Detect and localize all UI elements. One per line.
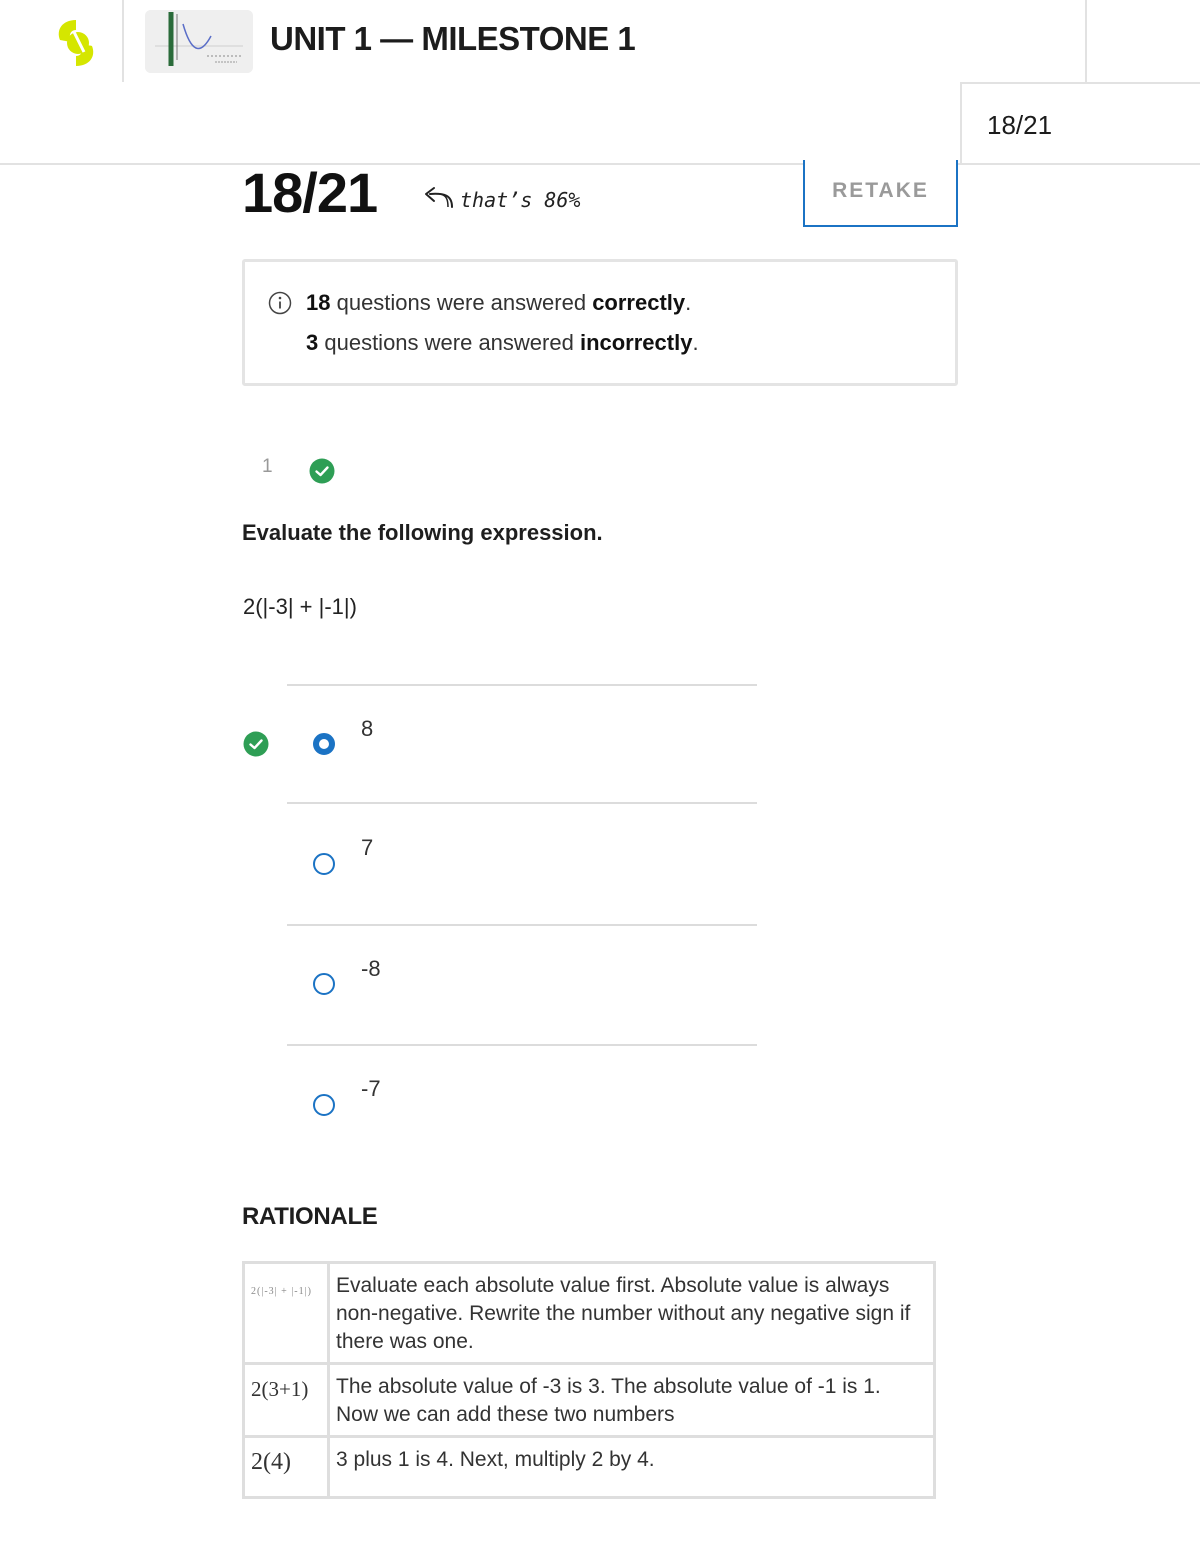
option-divider: [287, 802, 757, 804]
option-radio-4[interactable]: [313, 1094, 335, 1116]
rationale-step: 2(3+1): [244, 1364, 329, 1437]
table-row: [244, 1263, 935, 1364]
results-summary: [242, 259, 958, 386]
summary-incorrect-line: 3 questions were answered incorrectly.: [306, 330, 699, 355]
rationale-step: 2(4): [244, 1437, 329, 1498]
option-label-4: -7: [361, 1076, 381, 1101]
table-row: [244, 1364, 935, 1437]
info-icon: [268, 291, 292, 315]
rationale-explanation: 3 plus 1 is 4. Next, multiply 2 by 4.: [329, 1437, 935, 1498]
option-label-1: 8: [361, 716, 374, 741]
curved-arrow-icon: [422, 185, 456, 211]
rationale-step: 2(|-3| + |-1|): [244, 1263, 329, 1364]
option-divider: [287, 1044, 757, 1046]
option-label-3: -8: [361, 956, 381, 981]
rationale-explanation: Evaluate each absolute value first. Absolute value is always non-negative. Rewrite the number without any negative sign if there was one.: [329, 1263, 935, 1364]
check-circle-icon: [309, 458, 335, 484]
sophia-logo-icon[interactable]: [54, 18, 98, 68]
summary-correct-line: 18 questions were answered correctly.: [306, 290, 692, 315]
header-divider: [122, 0, 124, 82]
rationale-table: [242, 1261, 936, 1499]
header-score: 18/21: [987, 110, 1053, 140]
percent-note: that’s 86%: [460, 188, 581, 212]
rationale-explanation: The absolute value of -3 is 3. The absolute value of -1 is 1. Now we can add these two numbers: [329, 1364, 935, 1437]
option-divider: [287, 924, 757, 926]
course-thumbnail: [145, 10, 253, 73]
rationale-heading: RATIONALE: [242, 1203, 378, 1230]
option-divider: [287, 684, 757, 686]
big-score: 18/21: [242, 161, 378, 224]
option-radio-1[interactable]: [313, 733, 335, 755]
option-radio-2[interactable]: [313, 853, 335, 875]
option-label-2: 7: [361, 835, 374, 860]
option-radio-3[interactable]: [313, 973, 335, 995]
question-number: 1: [262, 456, 273, 477]
header-rule: [0, 163, 1200, 165]
question-prompt: Evaluate the following expression.: [242, 520, 603, 545]
question-expression: 2(|-3| + |-1|): [243, 594, 357, 619]
header-divider-right: [1085, 0, 1087, 82]
table-row: [244, 1437, 935, 1498]
page-title: UNIT 1 — MILESTONE 1: [270, 20, 636, 57]
retake-button[interactable]: RETAKE: [803, 160, 958, 227]
check-circle-icon: [243, 731, 269, 757]
